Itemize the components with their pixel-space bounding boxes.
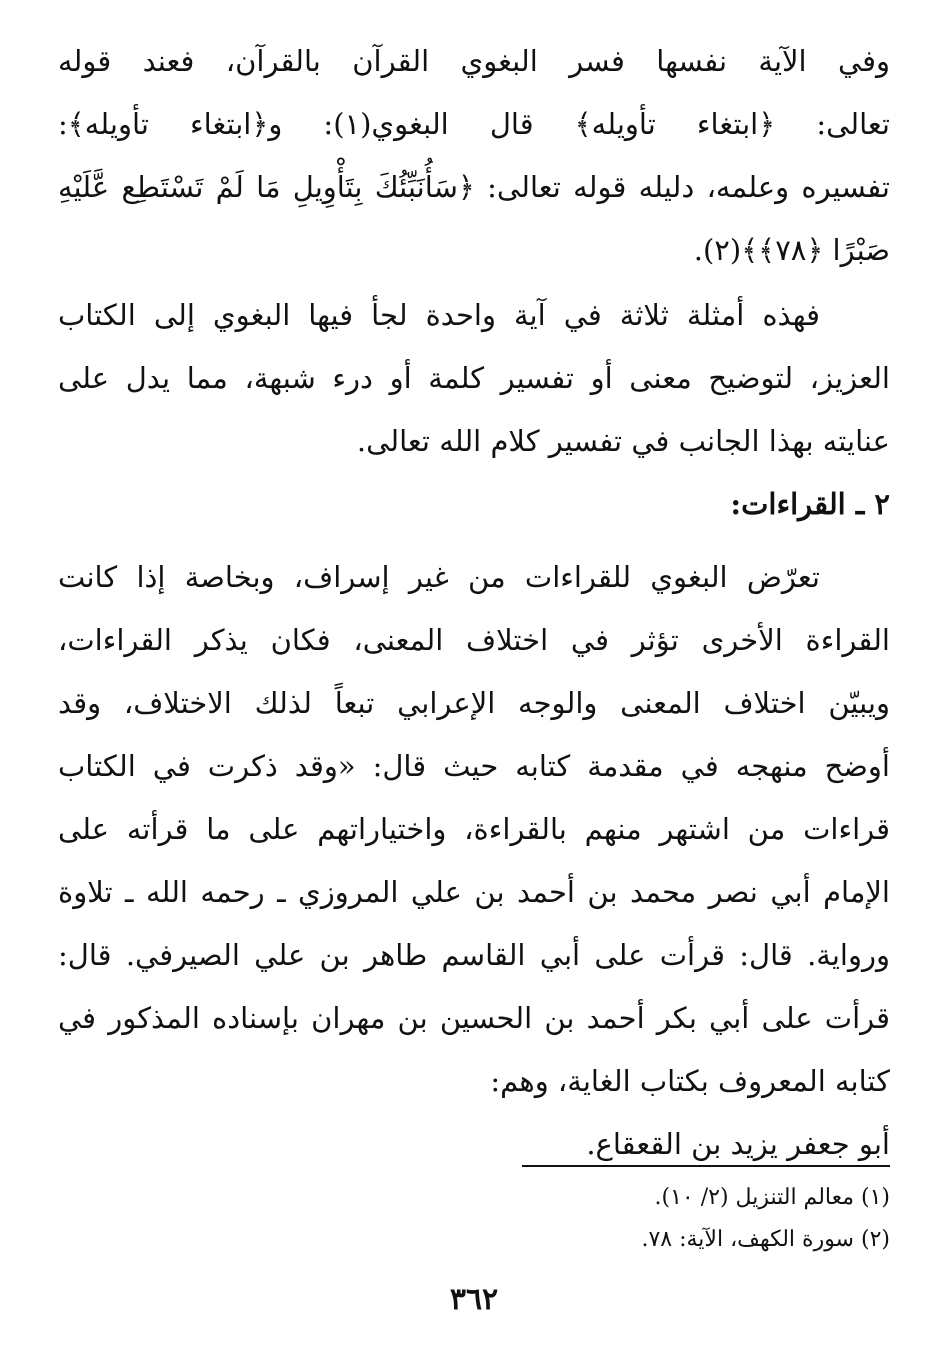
footnote-1: (١) معالم التنزيل (٢/ ١٠).	[654, 1185, 890, 1210]
text-line: الإمام أبي نصر محمد بن أحمد بن علي المروزي ـ رحمه الله ـ تلاوة	[58, 875, 890, 909]
text-line: تعرّض البغوي للقراءات من غير إسراف، وبخاصة إذا كانت	[58, 560, 820, 594]
text-line: وفي الآية نفسها فسر البغوي القرآن بالقرآن، فعند قوله	[58, 44, 890, 78]
text-line: ورواية. قال: قرأت على أبي القاسم طاهر بن علي الصيرفي. قال:	[58, 938, 890, 972]
text-line: صَبْرًا ﴿٧٨﴾﴾(٢).	[693, 233, 890, 267]
text-line: قراءات من اشتهر منهم بالقراءة، واختياراتهم على ما قرأته على	[58, 812, 890, 846]
text-line: أبو جعفر يزيد بن القعقاع.	[586, 1127, 890, 1161]
text-line: ويبيّن اختلاف المعنى والوجه الإعرابي تبعاً لذلك الاختلاف، وقد	[58, 686, 890, 720]
text-line: عنايته بهذا الجانب في تفسير كلام الله تعالى.	[356, 424, 890, 458]
text-line: العزيز، لتوضيح معنى أو تفسير كلمة أو درء شبهة، مما يدل على	[58, 361, 890, 395]
page-number: ٣٦٢	[449, 1282, 499, 1317]
text-line: قرأت على أبي بكر أحمد بن الحسين بن مهران بإسناده المذكور في	[58, 1001, 890, 1035]
text-line: أوضح منهجه في مقدمة كتابه حيث قال: «وقد ذكرت في الكتاب	[58, 749, 890, 783]
text-line: كتابه المعروف بكتاب الغاية، وهم:	[490, 1064, 890, 1098]
section-heading: ٢ ـ القراءات:	[730, 487, 890, 521]
page-body	[58, 30, 890, 1176]
paragraph-3	[58, 546, 890, 1176]
text-line: تفسيره وعلمه، دليله قوله تعالى: ﴿سَأُنَبِّئُكَ بِتَأْوِيلِ مَا لَمْ تَسْتَطِع عَّلَيْهِ	[58, 170, 890, 204]
text-line: القراءة الأخرى تؤثر في اختلاف المعنى، فكان يذكر القراءات،	[58, 623, 890, 657]
text-line: فهذه أمثلة ثلاثة في آية واحدة لجأ فيها البغوي إلى الكتاب	[58, 298, 820, 332]
paragraph-2	[58, 284, 890, 473]
text-line: تعالى: ﴿ابتغاء تأويله﴾ قال البغوي(١): و﴿ابتغاء تأويله﴾:	[58, 107, 890, 141]
footnote-2: (٢) سورة الكهف، الآية: ٧٨.	[641, 1227, 890, 1252]
paragraph-1	[58, 30, 890, 282]
footnote-divider	[522, 1165, 890, 1167]
footnotes	[510, 1165, 890, 1261]
